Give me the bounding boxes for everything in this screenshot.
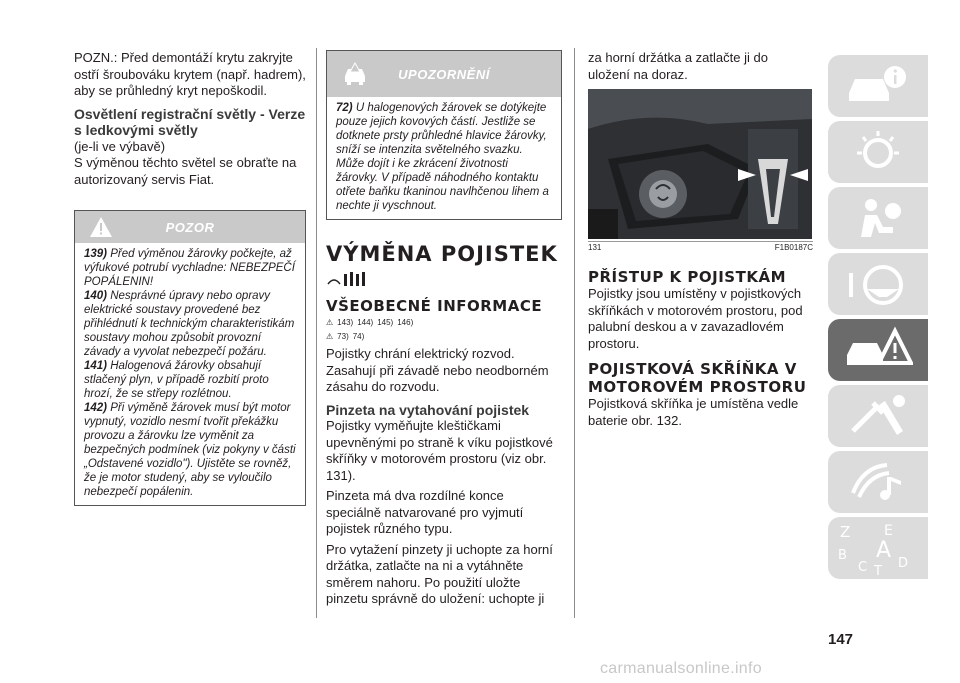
svg-text:E: E [884,523,893,539]
column-divider [316,48,317,618]
caution-box [326,50,562,220]
dashboard-lights-icon [843,127,913,177]
heading-engine-fuse-box: POJISTKOVÁ SKŘÍŇKA V MOTOROVÉM PROSTORU [588,360,807,396]
index-letters-icon [836,519,916,577]
paragraph-service: S výměnou těchto světel se obraťte na autorizovaný servis Fiat. [74,155,297,187]
emergency-warning-icon [843,325,913,375]
paragraph-fuse-locations: Pojistky jsou umístěny v pojistkových skříňkách v motorovém prostoru, pod palubní deskou a v zavazadlovém prostoru. [588,286,803,351]
tab-starting-driving[interactable] [828,253,928,315]
column-divider [574,48,575,618]
svg-text:D: D [898,556,909,571]
figure-caption [588,241,813,252]
tab-maintenance[interactable] [828,385,928,447]
warning-box-header [75,211,305,243]
caution-box-header [327,51,561,97]
svg-text:Z: Z [840,523,851,541]
airbag-safety-icon [843,193,913,243]
warning-item: 140) Nesprávné úpravy nebo opravy elektrické soustavy provedené bez přihlédnutí k technickým charakteristikám soustavy mohou způsobit provozní závady a vyvolat nebezpečí požáru. [84,290,295,358]
warning-item: 141) Halogenová žárovky obsahují stlačený plyn, v případě rozbití proto hrozí, že se střepy rozlétnou. [84,360,269,400]
column-left [74,50,306,506]
tab-dashboard-lights[interactable] [828,121,928,183]
engine-bay-illustration [588,89,812,239]
figure-engine-fuse-box-photo [588,89,812,239]
paragraph-fuses-protect: Pojistky chrání elektrický rozvod. Zasahují při závadě nebo neodborném zásahu do rozvodu. [326,346,549,394]
chapter-tabs [828,55,928,583]
maintenance-tools-icon [843,391,913,441]
svg-text:B: B [838,548,847,563]
figure-code: F1B0187C [774,243,813,252]
svg-text:T: T [874,564,882,577]
fuse-tool-icon [326,270,370,290]
svg-text:A: A [876,538,892,563]
paragraph: Pro vytažení pinzety ji uchopte za horní držátka, zatlačte na ni a vytáhněte směrem nahoru. Po použití uložte pinzetu správně do uložení: uchopte ji [326,541,553,606]
subheading-plate-lights: Osvětlení registrační světly - Verze s ledkovými světly [74,105,306,138]
car-warning-icon [341,62,369,86]
caution-title: UPOZORNĚNÍ [398,66,490,82]
subheading-tweezers: Pinzeta na vytahování pojistek [326,401,530,418]
figure-number: 131 [588,243,602,252]
heading-fuse-replacement: VÝMĚNA POJISTEK [326,242,558,266]
watermark: carmanualsonline.info [600,660,762,677]
reference-icon: ⚠ [326,318,334,327]
warning-triangle-icon [89,216,113,238]
reference-line: ⚠ 143) 144) 145) 146) [326,318,414,327]
tab-safety[interactable] [828,187,928,249]
warning-box [74,210,306,506]
paragraph-fuse-box-location: Pojistková skříňka je umístěna vedle baterie obr. 132. [588,396,799,428]
multimedia-icon [843,457,913,507]
paragraph: Pojistky vyměňujte kleštičkami upevněnými po straně k víku pojistkové skříňky v motorovém prostoru (viz obr. 131). [326,418,553,483]
tab-emergency[interactable] [828,319,928,381]
caution-body [327,97,561,219]
reference-line: ⚠ 73) 74) [326,332,365,341]
tab-car-info[interactable] [828,55,928,117]
column-middle [326,50,562,608]
warning-item: 142) Při výměně žárovek musí být motor vypnutý, vozidlo nesmí tvořit překážku provozu a žárovku lze vyměnit za bezpečných podmínek (viz pokyny v části „Odstavené vozidlo"). Ujistěte se rovněž, že je motor studený, aby se vyloučilo nebezpečí popálenin. [84,402,296,498]
svg-text:C: C [858,560,868,575]
steering-start-icon [843,259,913,309]
paragraph: Pinzeta má dva rozdílné konce speciálně natvarované pro vyjmutí pojistek různého typu. [326,488,524,536]
reference-icon: ⚠ [326,332,334,341]
tab-multimedia[interactable] [828,451,928,513]
page-number: 147 [828,631,854,648]
warning-body [75,243,305,505]
car-info-icon [843,61,913,111]
paragraph-continued: za horní držátka a zatlačte ji do uložení na doraz. [588,50,768,82]
warning-title: POZOR [165,219,215,235]
tab-index[interactable] [828,517,928,579]
paragraph-if-equipped: (je-li ve výbavě) [74,138,166,154]
heading-fuse-access: PŘÍSTUP K POJISTKÁM [588,268,787,286]
caution-item: 72) U halogenových žárovek se dotýkejte pouze jejich kovových částí. Jestliže se dotknete prsty průhledné hlavice žárovky, sníží se intenzita světelného svazku. Může dojít i ke zkrácení životnosti žárovky. V případě náhodného kontaktu otřete baňku tkaninou navlhčenou lihem a nechte ji vyschnout. [336,102,549,212]
column-right [588,50,813,429]
heading-general-info: VŠEOBECNÉ INFORMACE [326,297,543,315]
warning-item: 139) Před výměnou žárovky počkejte, až výfukové potrubí vychladne: NEBEZPEČÍ POPÁLENIN! [84,248,295,288]
note-paragraph: POZN.: Před demontáží krytu zakryjte ostří šroubováku krytem (např. hadrem), aby se průhledný kryt nepoškodil. [74,50,306,98]
